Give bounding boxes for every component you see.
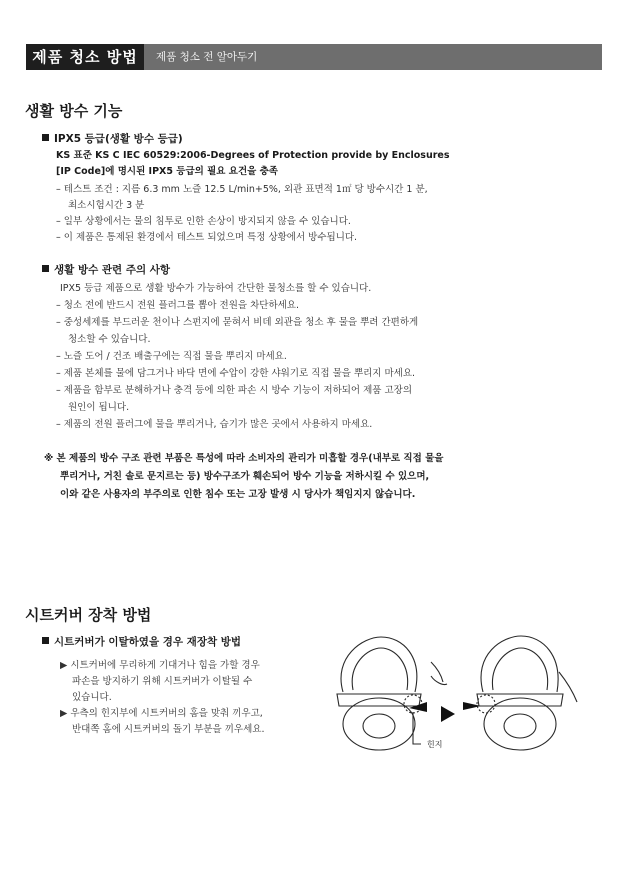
square-bullet-icon [42,134,49,141]
square-bullet-icon [42,265,49,272]
bullet-line: – 제품을 함부로 분해하거나 충격 등에 의한 파손 시 방수 기능이 저하되어 제품 고장의 [56,385,413,396]
seat-cover-figure [323,632,579,756]
bullet-line: – 청소 전에 반드시 전원 플러그를 뽑아 전원을 차단하세요. [56,300,299,311]
header-bar [26,44,602,70]
bullet-line: 원인이 됩니다. [68,402,130,413]
instruction-line: 있습니다. [72,692,112,703]
bullet-line: 청소할 수 있습니다. [68,334,151,345]
bullet-line: – 테스트 조건 : 지름 6.3 mm 노즐 12.5 L/min+5%, 외관 표면적 1㎡ 당 방수시간 1 분, [56,184,428,195]
bidet-seat-icon [323,632,579,756]
bullet-line: – 노즐 도어 / 건조 배출구에는 직접 물을 뿌리지 마세요. [56,351,287,362]
subheading-ipx5-text: IPX5 등급(생활 방수 등급) [54,133,183,145]
bullet-line: – 중성세제를 부드러운 천이나 스펀지에 묻혀서 비데 외관을 청소 후 물을 뿌려 간편하게 [56,317,419,328]
section-title-seat-cover: 시트커버 장착 방법 [25,606,152,624]
note-line: 이와 같은 사용자의 부주의로 인한 침수 또는 고장 발생 시 당사가 책임지지 않습니다. [60,489,416,500]
bullet-line: – 이 제품은 통제된 환경에서 테스트 되었으며 특정 상황에서 방수됩니다. [56,232,358,243]
text-line: KS 표준 KS C IEC 60529:2006-Degrees of Protection provide by Enclosures [56,150,450,161]
subheading-ipx5 [42,131,183,146]
bullet-line: – 제품 본체를 물에 담그거나 바닥 면에 수압이 강한 샤워기로 직접 물을 뿌리지 마세요. [56,368,416,379]
note-line: ※ 본 제품의 방수 구조 관련 부품은 특성에 따라 소비자의 관리가 미흡할 경우(내부로 직접 물을 [44,453,444,464]
arrow-right-icon [441,706,455,722]
hinge-label: 힌지 [427,740,443,749]
text-line: IPX5 등급 제품으로 생활 방수가 가능하여 간단한 물청소를 할 수 있습니다. [60,283,372,294]
instruction-line: ▶ 시트커버에 무리하게 기대거나 힘을 가할 경우 [60,660,260,671]
bullet-line: 최소시험시간 3 분 [68,200,145,211]
page-subtitle: 제품 청소 전 알아두기 [156,51,258,63]
instruction-line: ▶ 우측의 힌지부에 시트커버의 홈을 맞춰 끼우고, [60,708,263,719]
instruction-line: 반대쪽 홈에 시트커버의 돌기 부분을 끼우세요. [72,724,265,735]
subheading-caution-text: 생활 방수 관련 주의 사항 [54,264,171,276]
subheading-caution [42,262,170,277]
note-line: 뿌리거나, 거친 솔로 문지르는 등) 방수구조가 훼손되어 방수 기능을 저하시킬 수 있으며, [60,471,430,482]
bullet-line: – 일부 상황에서는 물의 침투로 인한 손상이 방지되지 않을 수 있습니다. [56,216,351,227]
page-title: 제품 청소 방법 [26,44,144,70]
subheading-reattach-text: 시트커버가 이탈하였을 경우 재장착 방법 [54,636,242,648]
section-title-waterproof: 생활 방수 기능 [25,102,123,120]
instruction-line: 파손을 방지하기 위해 시트커버가 이탈될 수 [72,676,253,687]
square-bullet-icon [42,637,49,644]
bullet-line: – 제품의 전원 플러그에 물을 뿌리거나, 습기가 많은 곳에서 사용하지 마세요. [56,419,373,430]
subheading-reattach [42,634,241,649]
text-line: [IP Code]에 명시된 IPX5 등급의 필요 요건을 충족 [56,166,278,177]
